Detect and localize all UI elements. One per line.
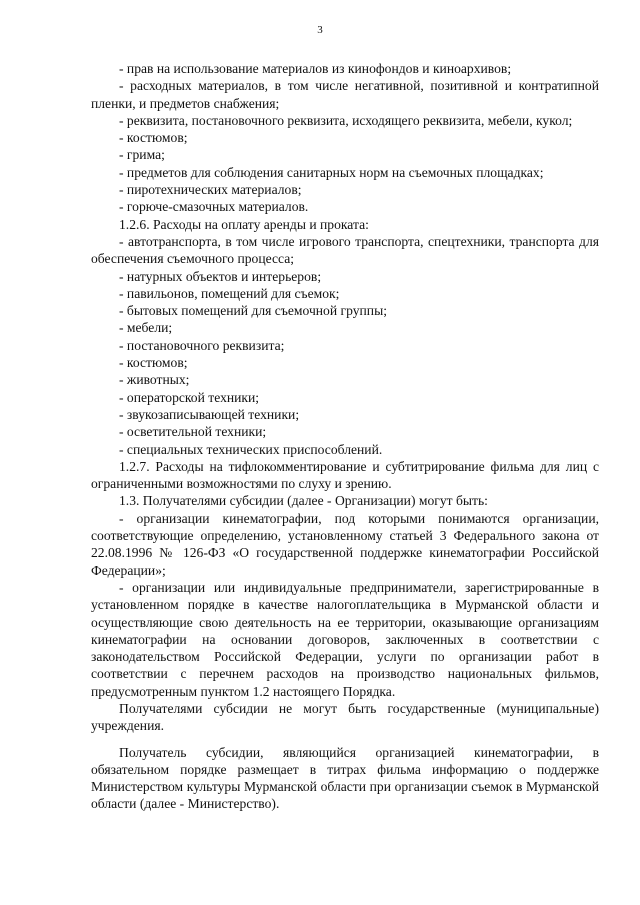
document-body <box>91 60 599 813</box>
paragraph: - организации или индивидуальные предприниматели, зарегистрированные в установленном порядке в качестве налогоплательщика в Мурманской области и осуществляющие свою деятельность на ее территории, оказывающие организациям кинематографии на основании договоров, заключенных в соответствии с законодательством Российской Федерации, услуги по организации работ в соответствии с перечнем расходов на производство национальных фильмов, предусмотренным пунктом 1.2 настоящего Порядка. <box>91 579 599 699</box>
paragraph: - операторской техники; <box>119 389 260 405</box>
section-heading: 1.3. Получателями субсидии (далее - Организации) могут быть: <box>119 493 488 509</box>
section-heading: 1.2.7. Расходы на тифлокомментирование и субтитрирование фильма для лиц с ограниченными возможностями по слуху и зрению. <box>91 458 599 492</box>
paragraph: - пиротехнических материалов; <box>119 182 302 198</box>
paragraph: - грима; <box>119 147 165 163</box>
paragraph: - осветительной техники; <box>119 424 267 440</box>
paragraph: - натурных объектов и интерьеров; <box>119 268 322 284</box>
paragraph: - звукозаписывающей техники; <box>119 406 300 422</box>
paragraph: - костюмов; <box>119 130 188 146</box>
paragraph: Получателями субсидии не могут быть государственные (муниципальные) учреждения. <box>91 700 599 734</box>
paragraph: - расходных материалов, в том числе негативной, позитивной и контратипной пленки, и предметов снабжения; <box>91 78 599 111</box>
paragraph: - автотранспорта, в том числе игрового транспорта, спецтехники, транспорта для обеспечения съемочного процесса; <box>91 233 599 267</box>
paragraph: - мебели; <box>119 320 173 336</box>
paragraph: - организации кинематографии, под которыми понимаются организации, соответствующие определению, установленному статьей 3 Федерального закона от 22.08.1996 № 126-ФЗ «О государственной поддержке кинематографии Российской Федерации»; <box>91 510 599 578</box>
paragraph: - павильонов, помещений для съемок; <box>119 285 340 301</box>
paragraph: - горюче-смазочных материалов. <box>119 199 309 215</box>
paragraph: - бытовых помещений для съемочной группы; <box>119 303 387 319</box>
paragraph: - прав на использование материалов из кинофондов и киноархивов; <box>119 61 512 76</box>
paragraph: - постановочного реквизита; <box>119 337 285 353</box>
section-heading: 1.2.6. Расходы на оплату аренды и проката: <box>119 216 369 232</box>
page-number: 3 <box>317 24 323 36</box>
paragraph: Получатель субсидии, являющийся организацией кинематографии, в обязательном порядке размещает в титрах фильма информацию о поддержке Министерством культуры Мурманской области при организации съемок в Мурманской области (далее - Министерство). <box>91 744 599 812</box>
paragraph: - специальных технических приспособлений. <box>119 441 383 457</box>
paragraph: - животных; <box>119 372 190 388</box>
paragraph: - предметов для соблюдения санитарных норм на съемочных площадках; <box>119 164 544 180</box>
paragraph: - костюмов; <box>119 355 188 371</box>
paragraph: - реквизита, постановочного реквизита, исходящего реквизита, мебели, кукол; <box>119 112 573 128</box>
